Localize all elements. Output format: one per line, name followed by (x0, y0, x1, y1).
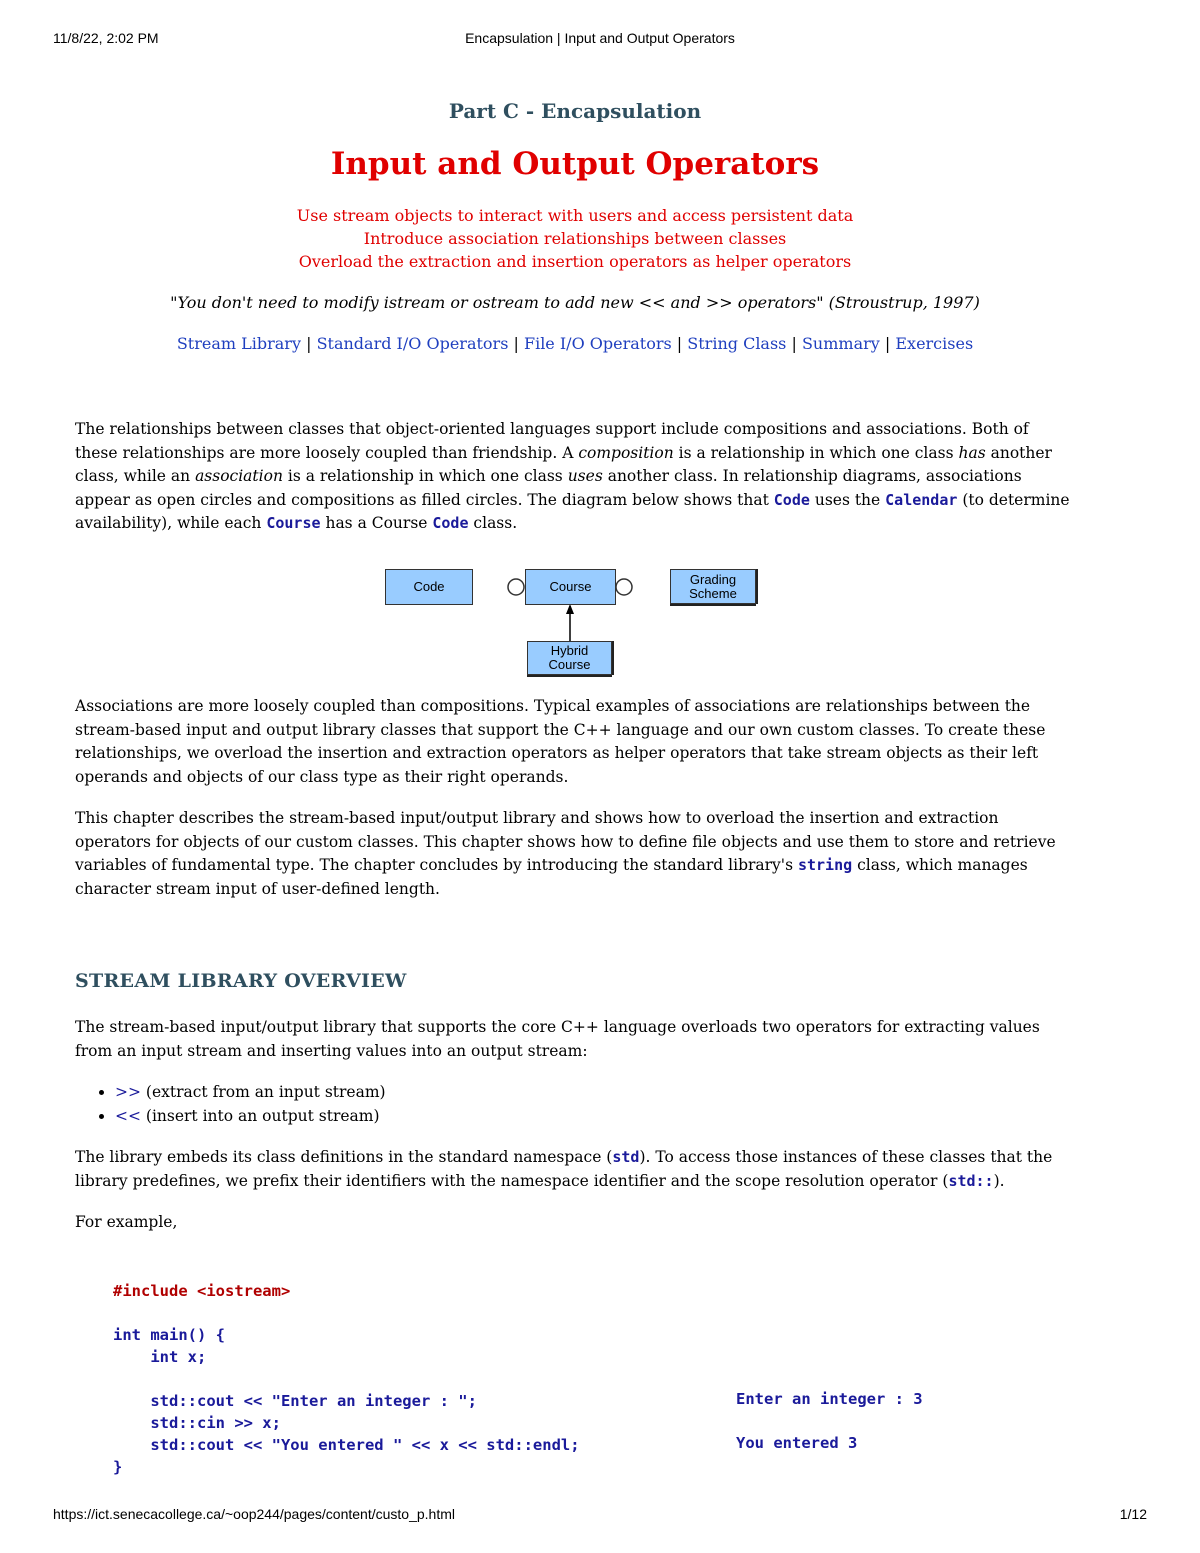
section-intro-paragraph: The stream-based input/output library that supports the core C++ language overloads two operators for extracting values from an input stream and inserting values into an output stream: (75, 1018, 1040, 1060)
chapter-nav: Stream Library | Standard I/O Operators | File I/O Operators | String Class | Summary | Exercises (176, 334, 974, 353)
nav-link-file-io[interactable]: File I/O Operators (523, 334, 672, 353)
objective-item: Use stream objects to interact with users and access persistent data (296, 206, 854, 225)
stream-library-section (75, 970, 1075, 1235)
diagram-box-course: Course (525, 569, 616, 605)
objectives (75, 204, 1075, 273)
program-output-line-1: Enter an integer : 3 (736, 1390, 923, 1408)
example-lead: For example, (75, 1213, 178, 1231)
relationship-diagram (385, 566, 765, 681)
nav-link-stream-library[interactable]: Stream Library (176, 334, 301, 353)
associations-paragraph: Associations are more loosely coupled than compositions. Typical examples of associations are relationships between the stream-based input and output library classes that support the C++ language and our own custom classes. To create these relationships, we overload the insertion and extraction operators as helper operators that take stream objects as their left operands and objects of our class type as their right operands. (75, 697, 1046, 786)
objective-item: Introduce association relationships between classes (363, 229, 787, 248)
code-example: #include <iostream> int main() { int x; std::cout << "Enter an integer : "; std::cin >> x; std::cout << "You entered " << x << std::endl; } (113, 1282, 580, 1476)
list-item: • << (insert into an output stream) (115, 1105, 1075, 1129)
print-page-number: 1/12 (1119, 1506, 1147, 1522)
body-continued (75, 695, 1075, 901)
diagram-box-hybrid-course: Hybrid Course (527, 641, 612, 675)
print-header (0, 30, 1200, 50)
nav-link-standard-io[interactable]: Standard I/O Operators (316, 334, 509, 353)
section-heading: STREAM LIBRARY OVERVIEW (75, 970, 407, 992)
nav-link-string-class[interactable]: String Class (687, 334, 787, 353)
page-title: Input and Output Operators (330, 146, 820, 182)
part-title: Part C - Encapsulation (448, 99, 702, 123)
nav-link-summary[interactable]: Summary (801, 334, 880, 353)
diagram-box-code: Code (385, 569, 473, 605)
arrow-head-icon (566, 604, 574, 614)
chapter-summary-paragraph: This chapter describes the stream-based input/output library and shows how to overload the insertion and extraction operators for objects of our custom classes. This chapter shows how to define file objects and use them to store and retrieve variables of fundamental type. The chapter concludes by introducing the standard library's string class, which manages character stream input of user-defined length. (75, 809, 1056, 898)
program-output-line-2: You entered 3 (736, 1434, 858, 1452)
association-circle-right (616, 579, 632, 595)
intro-paragraph: The relationships between classes that object-oriented languages support include compositions and associations. Both of these relationships are more loosely coupled than friendship. A composition is a relationship in which one class has another class, while an association is a relationship in which one class uses another class. In relationship diagrams, associations appear as open circles and compositions as filled circles. The diagram below shows that Code uses the Calendar (to determine availability), while each Course has a Course Code class. (75, 420, 1070, 532)
objective-item: Overload the extraction and insertion operators as helper operators (298, 252, 852, 271)
operator-list (75, 1081, 1075, 1128)
diagram-box-grading-scheme: Grading Scheme (670, 569, 756, 604)
print-url: https://ict.senecacollege.ca/~oop244/pages/content/custo_p.html (53, 1506, 455, 1522)
print-datetime: 11/8/22, 2:02 PM (53, 30, 159, 46)
nav-link-exercises[interactable]: Exercises (895, 334, 974, 353)
print-footer (0, 1506, 1200, 1526)
association-circle-left (508, 579, 524, 595)
namespace-paragraph: The library embeds its class definitions in the standard namespace (std). To access those instances of these classes that the library predefines, we prefix their identifiers with the namespace identifier and the scope resolution operator (std::). (75, 1148, 1053, 1190)
quote: "You don't need to modify istream or ostream to add new << and >> operators" (Stroustrup, 1997) (170, 293, 980, 312)
print-title: Encapsulation | Input and Output Operators (465, 30, 735, 46)
list-item: • >> (extract from an input stream) (115, 1081, 1075, 1105)
page-content (75, 96, 1075, 536)
